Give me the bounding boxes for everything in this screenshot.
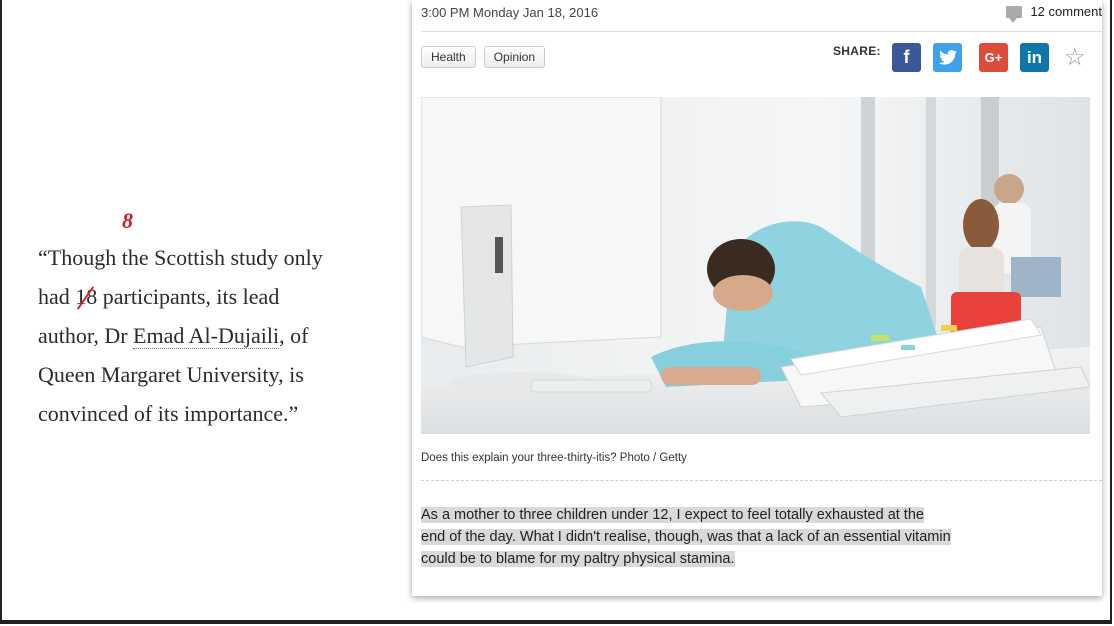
twitter-share-button[interactable] (933, 43, 962, 72)
article-card (412, 0, 1102, 596)
pull-quote (38, 238, 398, 433)
author-name: Emad Al-Dujaili (133, 323, 280, 348)
tag-health[interactable]: Health (421, 46, 476, 68)
facebook-share-button[interactable] (892, 43, 921, 72)
googleplus-share-button[interactable] (979, 43, 1008, 72)
linkedin-share-button[interactable] (1020, 43, 1049, 72)
facebook-icon: f (903, 47, 910, 67)
article-dateline: 3:00 PM Monday Jan 18, 2016 (421, 5, 599, 20)
quote-line-2-rest: participants, its lead (102, 284, 280, 309)
quote-line-5: convinced of its importance.” (38, 401, 299, 426)
lead-line-2: end of the day. What I didn't realise, though, was that a lack of an essential vitamin (421, 529, 951, 545)
quote-line-3-suffix: , of (279, 323, 309, 348)
googleplus-icon: G+ (984, 50, 1003, 65)
tag-opinion[interactable]: Opinion (484, 46, 545, 68)
tag-list (421, 46, 545, 68)
article-photo (421, 97, 1090, 434)
quote-line-4: Queen Margaret University, is (38, 362, 304, 387)
lead-line-3: could be to blame for my paltry physical stamina. (421, 551, 735, 567)
comment-icon (1006, 6, 1022, 18)
linkedin-icon: in (1026, 47, 1043, 67)
header-divider (421, 31, 1102, 32)
quote-line-1: “Though the Scottish study only (38, 245, 323, 270)
photo-caption: Does this explain your three-thirty-itis? Photo / Getty (421, 452, 687, 464)
twitter-icon (939, 50, 957, 65)
quote-line-2 (38, 277, 398, 316)
lead-line-1: As a mother to three children under 12, I expect to feel totally exhausted at the (421, 507, 924, 523)
quote-line-2-prefix: had (38, 284, 76, 309)
struck-number: 18 (75, 277, 97, 316)
comments-count: 12 comment (1030, 4, 1102, 19)
quote-line-3-prefix: author, Dr (38, 323, 134, 348)
office-photo-illustration (421, 97, 1090, 434)
bookmark-star-icon[interactable]: ☆ (1064, 44, 1086, 71)
caption-divider (421, 480, 1102, 481)
quote-line-3 (38, 316, 398, 355)
comments-link[interactable] (1006, 4, 1102, 19)
handwritten-correction: 8 (122, 208, 133, 233)
article-lead-paragraph (421, 504, 1041, 570)
share-label: SHARE: (833, 44, 881, 58)
